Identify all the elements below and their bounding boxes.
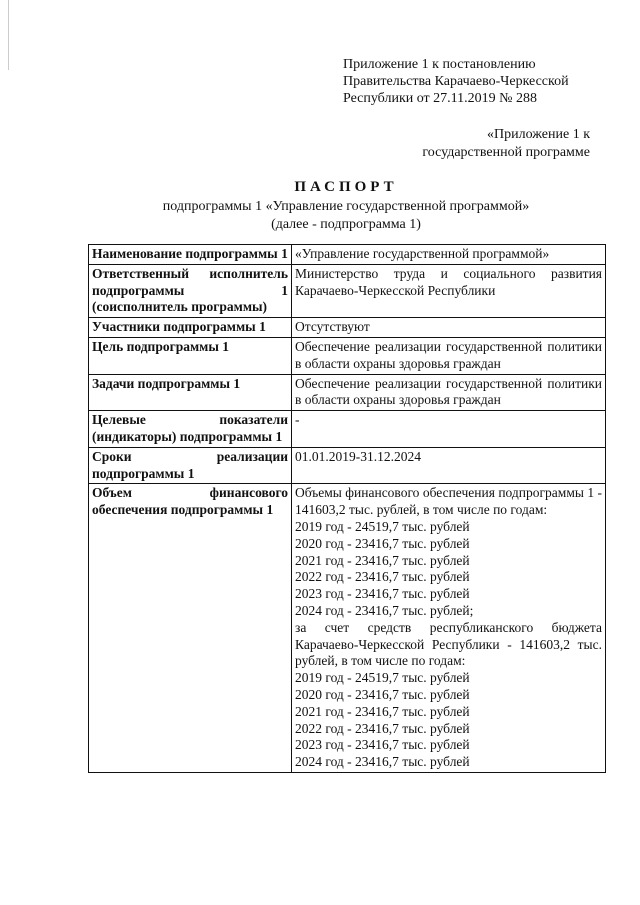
funding-budget-year-line: 2022 год - 23416,7 тыс. рублей [295,720,470,736]
appendix-line: Приложение 1 к постановлению [343,57,536,72]
row-label: Объем финансового обеспечения подпрограммы 1 [89,484,292,773]
table-row [89,484,606,773]
table-row [89,245,606,265]
page-subtitle-note: (далее - подпрограмма 1) [271,217,421,232]
table-row [89,318,606,338]
row-value: 01.01.2019-31.12.2024 [292,447,606,484]
funding-year-line: 2021 год - 23416,7 тыс. рублей [295,552,470,568]
funding-budget-year-line: 2019 год - 24519,7 тыс. рублей [295,670,470,686]
table-row [89,337,606,374]
row-label: Участники подпрограммы 1 [89,318,292,338]
appendix-program-header [422,126,590,162]
table-row [89,374,606,411]
title-block [86,178,606,234]
funding-budget-year-line: 2020 год - 23416,7 тыс. рублей [295,686,470,702]
funding-budget-intro: за счет средств республиканского бюджета Карачаево-Черкесской Республики - 141603,2 тыс. рублей, в том числе по годам: [295,619,602,669]
row-label: Наименование подпрограммы 1 [89,245,292,265]
row-label: Цель подпрограммы 1 [89,337,292,374]
funding-year-line: 2022 год - 23416,7 тыс. рублей [295,569,470,585]
row-value: Отсутствуют [292,318,606,338]
page-subtitle: подпрограммы 1 «Управление государственной программой» [162,199,530,214]
appendix-program-line: «Приложение 1 к [487,127,590,142]
appendix-line: Республики от 27.11.2019 № 288 [343,91,538,106]
funding-year-line: 2019 год - 24519,7 тыс. рублей [295,518,470,534]
scan-edge-line [8,0,9,70]
funding-budget-year-line: 2021 год - 23416,7 тыс. рублей [295,703,470,719]
row-label: Задачи подпрограммы 1 [89,374,292,411]
appendix-header [343,56,569,107]
appendix-program-line: государственной программе [422,145,590,160]
table-row [89,447,606,484]
appendix-line: Правительства Карачаево-Черкесской [343,74,569,89]
funding-year-line: 2024 год - 23416,7 тыс. рублей; [295,602,474,618]
table-row [89,264,606,317]
row-value: «Управление государственной программой» [292,245,606,265]
table-row [89,411,606,448]
row-value: Обеспечение реализации государственной политики в области охраны здоровья граждан [292,337,606,374]
page-title: ПАСПОРТ [294,179,398,195]
funding-budget-year-line: 2024 год - 23416,7 тыс. рублей [295,754,470,770]
row-value: Министерство труда и социального развития Карачаево-Черкесской Республики [292,264,606,317]
row-label: Ответственный исполнитель подпрограммы 1 (соисполнитель программы) [89,264,292,317]
passport-table [88,244,606,773]
row-label: Сроки реализации подпрограммы 1 [89,447,292,484]
row-value: - [292,411,606,448]
funding-intro: Объемы финансового обеспечения подпрограммы 1 - 141603,2 тыс. рублей, в том числе по годам: [295,485,602,518]
row-value: Обеспечение реализации государственной политики в области охраны здоровья граждан [292,374,606,411]
funding-value [292,484,606,773]
funding-budget-year-line: 2023 год - 23416,7 тыс. рублей [295,737,470,753]
funding-year-line: 2023 год - 23416,7 тыс. рублей [295,586,470,602]
funding-year-line: 2020 год - 23416,7 тыс. рублей [295,535,470,551]
row-label: Целевые показатели (индикаторы) подпрограммы 1 [89,411,292,448]
